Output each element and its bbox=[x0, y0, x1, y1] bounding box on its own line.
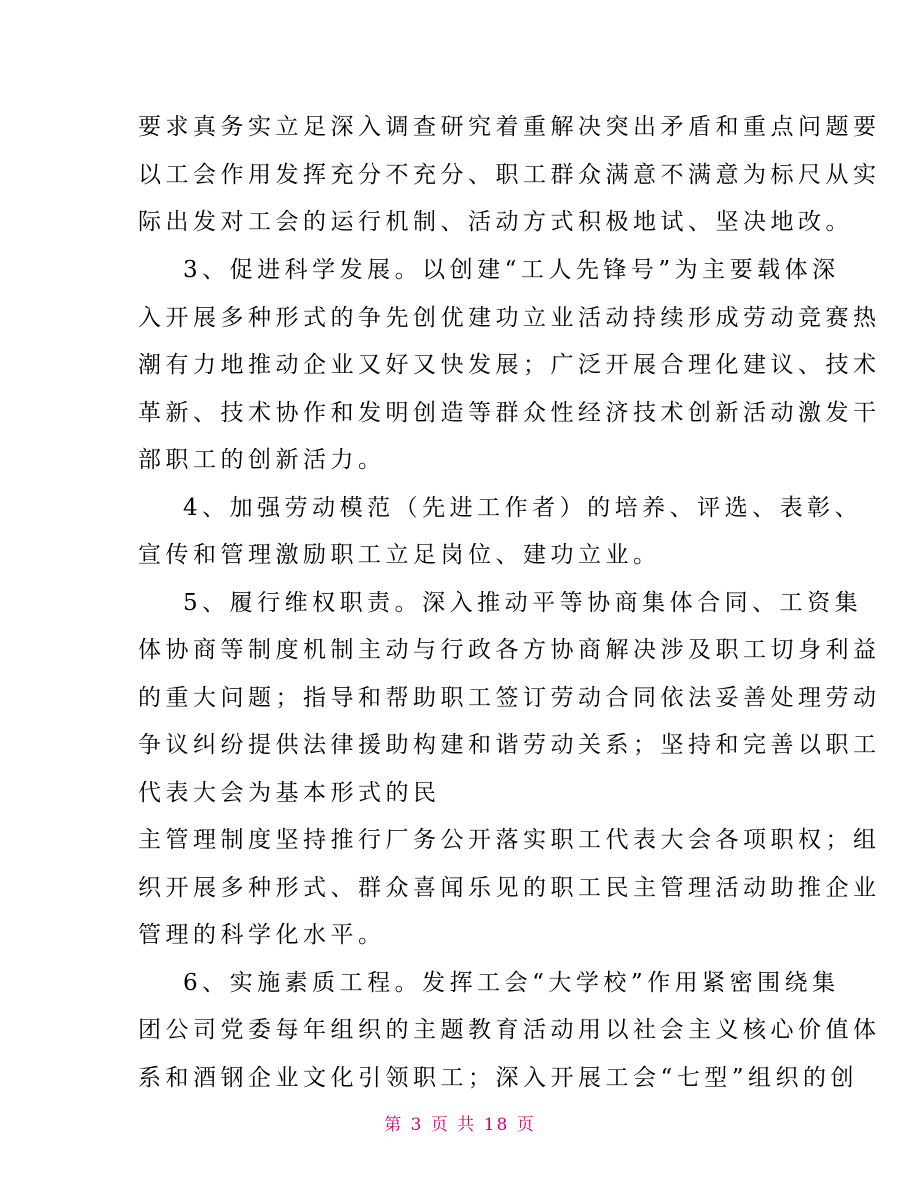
text-line: 宣传和管理激励职工立足岗位、建功立业。 bbox=[138, 542, 661, 568]
text-line: 主管理制度坚持推行厂务公开落实职工代表大会各项职权；组 bbox=[138, 827, 881, 853]
text-line: 争议纠纷提供法律援助构建和谐劳动关系；坚持和完善以职工 bbox=[138, 732, 881, 758]
text-line: 入开展多种形式的争先创优建功立业活动持续形成劳动竞赛热 bbox=[138, 305, 881, 331]
text-line: 潮有力地推动企业又好又快发展；广泛开展合理化建议、技术 bbox=[138, 352, 881, 378]
text-line: 代表大会为基本形式的民 bbox=[138, 780, 441, 806]
text-line: 部职工的创新活力。 bbox=[138, 447, 386, 473]
paragraph-start-line: 3、促进科学发展。以创建“工人先锋号”为主要载体深 bbox=[183, 257, 840, 283]
text-line: 团公司党委每年组织的主题教育活动用以社会主义核心价值体 bbox=[138, 1017, 881, 1043]
text-line: 际出发对工会的运行机制、活动方式积极地试、坚决地改。 bbox=[138, 209, 853, 235]
text-line: 革新、技术协作和发明创造等群众性经济技术创新活动激发干 bbox=[138, 400, 881, 426]
text-line: 系和酒钢企业文化引领职工；深入开展工会“七型”组织的创 bbox=[138, 1065, 859, 1091]
paragraph-start-line: 6、实施素质工程。发挥工会“大学校”作用紧密围绕集 bbox=[183, 970, 840, 996]
text-line: 要求真务实立足深入调查研究着重解决突出矛盾和重点问题要 bbox=[138, 114, 881, 140]
paragraph-start-line: 5、履行维权职责。深入推动平等协商集体合同、工资集 bbox=[183, 590, 863, 616]
text-line: 以工会作用发挥充分不充分、职工群众满意不满意为标尺从实 bbox=[138, 162, 881, 188]
page-number-footer: 第 3 页 共 18 页 bbox=[384, 1115, 536, 1135]
text-line: 的重大问题；指导和帮助职工签订劳动合同依法妥善处理劳动 bbox=[138, 685, 881, 711]
text-line: 体协商等制度机制主动与行政各方协商解决涉及职工切身利益 bbox=[138, 637, 881, 663]
text-line: 管理的科学化水平。 bbox=[138, 922, 386, 948]
text-line: 织开展多种形式、群众喜闻乐见的职工民主管理活动助推企业 bbox=[138, 875, 881, 901]
paragraph-start-line: 4、加强劳动模范（先进工作者）的培养、评选、表彰、 bbox=[183, 495, 863, 521]
